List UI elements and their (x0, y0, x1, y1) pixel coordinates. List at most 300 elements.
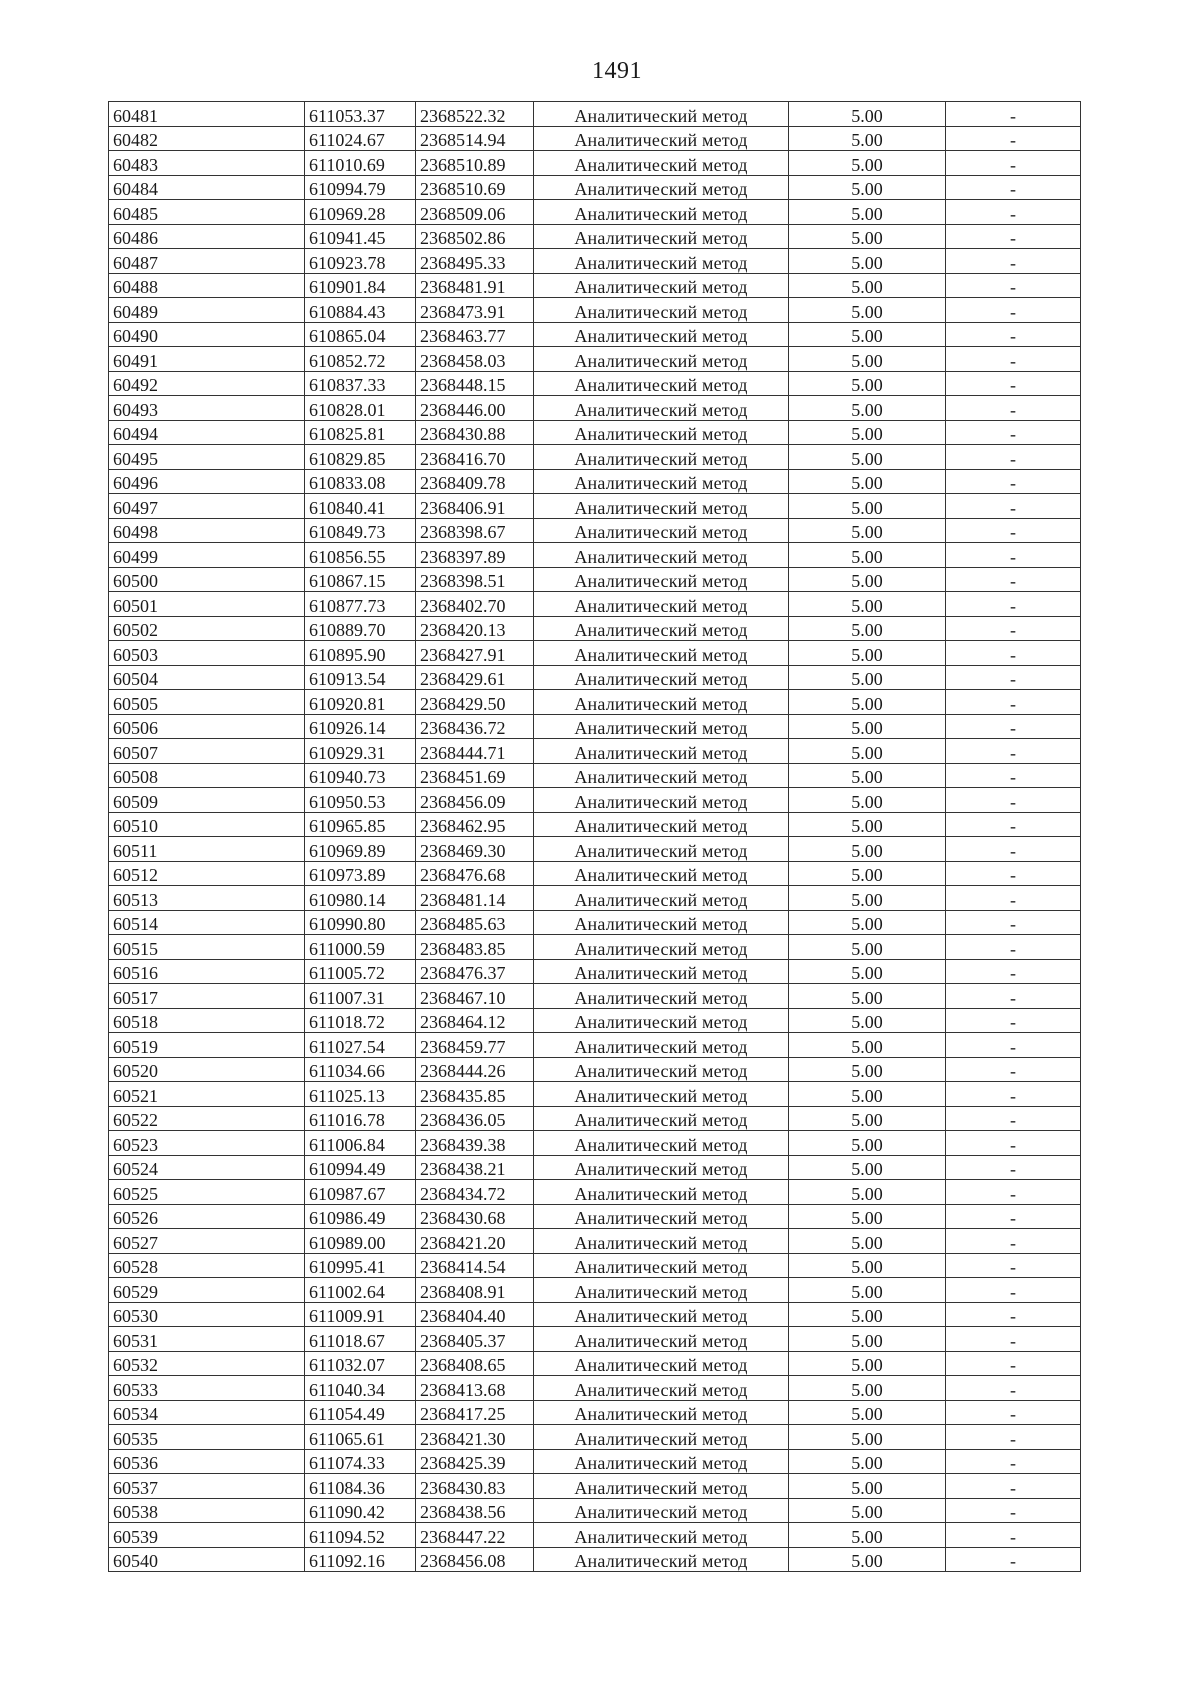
method-cell: Аналитический метод (534, 396, 789, 421)
method-cell: Аналитический метод (534, 1449, 789, 1474)
point-id-cell: 60482 (109, 126, 305, 151)
x-coordinate-cell: 611065.61 (305, 1425, 416, 1450)
x-coordinate-cell: 611000.59 (305, 935, 416, 960)
y-coordinate-cell: 2368522.32 (416, 102, 534, 127)
point-id-cell: 60530 (109, 1302, 305, 1327)
note-cell: - (946, 959, 1081, 984)
note-cell: - (946, 518, 1081, 543)
table-row (109, 665, 1081, 690)
y-coordinate-cell: 2368463.77 (416, 322, 534, 347)
point-id-cell: 60499 (109, 543, 305, 568)
x-coordinate-cell: 610969.89 (305, 837, 416, 862)
point-id-cell: 60488 (109, 273, 305, 298)
y-coordinate-cell: 2368464.12 (416, 1008, 534, 1033)
table-row (109, 224, 1081, 249)
y-coordinate-cell: 2368467.10 (416, 984, 534, 1009)
y-coordinate-cell: 2368469.30 (416, 837, 534, 862)
point-id-cell: 60517 (109, 984, 305, 1009)
method-cell: Аналитический метод (534, 469, 789, 494)
method-cell: Аналитический метод (534, 347, 789, 372)
table-row (109, 1400, 1081, 1425)
x-coordinate-cell: 611094.52 (305, 1523, 416, 1548)
point-id-cell: 60502 (109, 616, 305, 641)
x-coordinate-cell: 611010.69 (305, 151, 416, 176)
point-id-cell: 60523 (109, 1131, 305, 1156)
y-coordinate-cell: 2368510.89 (416, 151, 534, 176)
note-cell: - (946, 175, 1081, 200)
method-cell: Аналитический метод (534, 616, 789, 641)
point-id-cell: 60535 (109, 1425, 305, 1450)
accuracy-cell: 5.00 (789, 1523, 946, 1548)
y-coordinate-cell: 2368502.86 (416, 224, 534, 249)
point-id-cell: 60514 (109, 910, 305, 935)
method-cell: Аналитический метод (534, 249, 789, 274)
accuracy-cell: 5.00 (789, 1400, 946, 1425)
method-cell: Аналитический метод (534, 861, 789, 886)
page-number: 1491 (592, 58, 642, 84)
x-coordinate-cell: 610895.90 (305, 641, 416, 666)
accuracy-cell: 5.00 (789, 249, 946, 274)
y-coordinate-cell: 2368447.22 (416, 1523, 534, 1548)
point-id-cell: 60507 (109, 739, 305, 764)
note-cell: - (946, 1033, 1081, 1058)
accuracy-cell: 5.00 (789, 102, 946, 127)
method-cell: Аналитический метод (534, 273, 789, 298)
x-coordinate-cell: 610828.01 (305, 396, 416, 421)
x-coordinate-cell: 610913.54 (305, 665, 416, 690)
table-row (109, 298, 1081, 323)
table-row (109, 739, 1081, 764)
accuracy-cell: 5.00 (789, 837, 946, 862)
note-cell: - (946, 1302, 1081, 1327)
table-row (109, 249, 1081, 274)
point-id-cell: 60522 (109, 1106, 305, 1131)
y-coordinate-cell: 2368476.37 (416, 959, 534, 984)
x-coordinate-cell: 610884.43 (305, 298, 416, 323)
note-cell: - (946, 126, 1081, 151)
y-coordinate-cell: 2368402.70 (416, 592, 534, 617)
x-coordinate-cell: 611090.42 (305, 1498, 416, 1523)
y-coordinate-cell: 2368398.67 (416, 518, 534, 543)
accuracy-cell: 5.00 (789, 1376, 946, 1401)
point-id-cell: 60492 (109, 371, 305, 396)
accuracy-cell: 5.00 (789, 935, 946, 960)
table-row (109, 1057, 1081, 1082)
note-cell: - (946, 469, 1081, 494)
note-cell: - (946, 1498, 1081, 1523)
y-coordinate-cell: 2368485.63 (416, 910, 534, 935)
y-coordinate-cell: 2368495.33 (416, 249, 534, 274)
y-coordinate-cell: 2368417.25 (416, 1400, 534, 1425)
note-cell: - (946, 1400, 1081, 1425)
note-cell: - (946, 935, 1081, 960)
accuracy-cell: 5.00 (789, 763, 946, 788)
accuracy-cell: 5.00 (789, 1351, 946, 1376)
y-coordinate-cell: 2368408.91 (416, 1278, 534, 1303)
note-cell: - (946, 616, 1081, 641)
method-cell: Аналитический метод (534, 1180, 789, 1205)
table-row (109, 861, 1081, 886)
method-cell: Аналитический метод (534, 1547, 789, 1572)
accuracy-cell: 5.00 (789, 1155, 946, 1180)
note-cell: - (946, 763, 1081, 788)
note-cell: - (946, 322, 1081, 347)
table-row (109, 763, 1081, 788)
method-cell: Аналитический метод (534, 445, 789, 470)
y-coordinate-cell: 2368448.15 (416, 371, 534, 396)
accuracy-cell: 5.00 (789, 469, 946, 494)
note-cell: - (946, 910, 1081, 935)
point-id-cell: 60519 (109, 1033, 305, 1058)
table-row (109, 690, 1081, 715)
y-coordinate-cell: 2368420.13 (416, 616, 534, 641)
x-coordinate-cell: 610994.79 (305, 175, 416, 200)
table-row (109, 445, 1081, 470)
x-coordinate-cell: 610840.41 (305, 494, 416, 519)
x-coordinate-cell: 611053.37 (305, 102, 416, 127)
table-row (109, 543, 1081, 568)
method-cell: Аналитический метод (534, 714, 789, 739)
note-cell: - (946, 543, 1081, 568)
y-coordinate-cell: 2368404.40 (416, 1302, 534, 1327)
note-cell: - (946, 739, 1081, 764)
note-cell: - (946, 1180, 1081, 1205)
note-cell: - (946, 494, 1081, 519)
accuracy-cell: 5.00 (789, 1008, 946, 1033)
y-coordinate-cell: 2368481.91 (416, 273, 534, 298)
note-cell: - (946, 1327, 1081, 1352)
point-id-cell: 60485 (109, 200, 305, 225)
x-coordinate-cell: 611006.84 (305, 1131, 416, 1156)
table-body (109, 102, 1081, 1572)
note-cell: - (946, 249, 1081, 274)
method-cell: Аналитический метод (534, 1131, 789, 1156)
point-id-cell: 60486 (109, 224, 305, 249)
table-row (109, 1327, 1081, 1352)
x-coordinate-cell: 610941.45 (305, 224, 416, 249)
x-coordinate-cell: 611027.54 (305, 1033, 416, 1058)
y-coordinate-cell: 2368406.91 (416, 494, 534, 519)
note-cell: - (946, 812, 1081, 837)
x-coordinate-cell: 610973.89 (305, 861, 416, 886)
accuracy-cell: 5.00 (789, 1278, 946, 1303)
table-row (109, 1229, 1081, 1254)
table-row (109, 1082, 1081, 1107)
table-row (109, 347, 1081, 372)
y-coordinate-cell: 2368421.20 (416, 1229, 534, 1254)
table-row (109, 1253, 1081, 1278)
accuracy-cell: 5.00 (789, 200, 946, 225)
method-cell: Аналитический метод (534, 543, 789, 568)
method-cell: Аналитический метод (534, 837, 789, 862)
table-row (109, 1376, 1081, 1401)
method-cell: Аналитический метод (534, 1302, 789, 1327)
accuracy-cell: 5.00 (789, 273, 946, 298)
point-id-cell: 60529 (109, 1278, 305, 1303)
x-coordinate-cell: 610987.67 (305, 1180, 416, 1205)
accuracy-cell: 5.00 (789, 543, 946, 568)
note-cell: - (946, 1082, 1081, 1107)
y-coordinate-cell: 2368439.38 (416, 1131, 534, 1156)
note-cell: - (946, 1523, 1081, 1548)
x-coordinate-cell: 611032.07 (305, 1351, 416, 1376)
table-row (109, 518, 1081, 543)
y-coordinate-cell: 2368430.68 (416, 1204, 534, 1229)
point-id-cell: 60513 (109, 886, 305, 911)
x-coordinate-cell: 610990.80 (305, 910, 416, 935)
x-coordinate-cell: 610837.33 (305, 371, 416, 396)
y-coordinate-cell: 2368425.39 (416, 1449, 534, 1474)
point-id-cell: 60494 (109, 420, 305, 445)
note-cell: - (946, 861, 1081, 886)
x-coordinate-cell: 611040.34 (305, 1376, 416, 1401)
x-coordinate-cell: 610856.55 (305, 543, 416, 568)
table-row (109, 1425, 1081, 1450)
table-row (109, 151, 1081, 176)
method-cell: Аналитический метод (534, 910, 789, 935)
accuracy-cell: 5.00 (789, 298, 946, 323)
accuracy-cell: 5.00 (789, 1180, 946, 1205)
accuracy-cell: 5.00 (789, 1474, 946, 1499)
x-coordinate-cell: 611005.72 (305, 959, 416, 984)
method-cell: Аналитический метод (534, 1008, 789, 1033)
x-coordinate-cell: 610989.00 (305, 1229, 416, 1254)
point-id-cell: 60505 (109, 690, 305, 715)
point-id-cell: 60504 (109, 665, 305, 690)
point-id-cell: 60516 (109, 959, 305, 984)
y-coordinate-cell: 2368514.94 (416, 126, 534, 151)
method-cell: Аналитический метод (534, 175, 789, 200)
accuracy-cell: 5.00 (789, 371, 946, 396)
x-coordinate-cell: 611054.49 (305, 1400, 416, 1425)
note-cell: - (946, 347, 1081, 372)
note-cell: - (946, 1131, 1081, 1156)
note-cell: - (946, 273, 1081, 298)
y-coordinate-cell: 2368510.69 (416, 175, 534, 200)
point-id-cell: 60534 (109, 1400, 305, 1425)
y-coordinate-cell: 2368451.69 (416, 763, 534, 788)
point-id-cell: 60532 (109, 1351, 305, 1376)
accuracy-cell: 5.00 (789, 886, 946, 911)
y-coordinate-cell: 2368413.68 (416, 1376, 534, 1401)
point-id-cell: 60528 (109, 1253, 305, 1278)
point-id-cell: 60493 (109, 396, 305, 421)
table-row (109, 1523, 1081, 1548)
y-coordinate-cell: 2368446.00 (416, 396, 534, 421)
table-row (109, 935, 1081, 960)
point-id-cell: 60487 (109, 249, 305, 274)
y-coordinate-cell: 2368458.03 (416, 347, 534, 372)
y-coordinate-cell: 2368476.68 (416, 861, 534, 886)
table-row (109, 175, 1081, 200)
method-cell: Аналитический метод (534, 1278, 789, 1303)
x-coordinate-cell: 611007.31 (305, 984, 416, 1009)
note-cell: - (946, 151, 1081, 176)
x-coordinate-cell: 610920.81 (305, 690, 416, 715)
note-cell: - (946, 665, 1081, 690)
x-coordinate-cell: 611018.67 (305, 1327, 416, 1352)
accuracy-cell: 5.00 (789, 126, 946, 151)
table-row (109, 273, 1081, 298)
accuracy-cell: 5.00 (789, 1327, 946, 1352)
table-row (109, 1033, 1081, 1058)
note-cell: - (946, 1376, 1081, 1401)
point-id-cell: 60497 (109, 494, 305, 519)
point-id-cell: 60526 (109, 1204, 305, 1229)
accuracy-cell: 5.00 (789, 420, 946, 445)
note-cell: - (946, 1449, 1081, 1474)
accuracy-cell: 5.00 (789, 959, 946, 984)
accuracy-cell: 5.00 (789, 812, 946, 837)
method-cell: Аналитический метод (534, 420, 789, 445)
y-coordinate-cell: 2368456.08 (416, 1547, 534, 1572)
accuracy-cell: 5.00 (789, 690, 946, 715)
x-coordinate-cell: 610986.49 (305, 1204, 416, 1229)
table-row (109, 1547, 1081, 1572)
point-id-cell: 60536 (109, 1449, 305, 1474)
note-cell: - (946, 1547, 1081, 1572)
x-coordinate-cell: 610849.73 (305, 518, 416, 543)
table-row (109, 1131, 1081, 1156)
y-coordinate-cell: 2368430.83 (416, 1474, 534, 1499)
method-cell: Аналитический метод (534, 886, 789, 911)
table-row (109, 1008, 1081, 1033)
x-coordinate-cell: 610829.85 (305, 445, 416, 470)
coordinates-table (108, 101, 1081, 1572)
accuracy-cell: 5.00 (789, 1425, 946, 1450)
table-row (109, 1155, 1081, 1180)
table-row (109, 616, 1081, 641)
accuracy-cell: 5.00 (789, 175, 946, 200)
accuracy-cell: 5.00 (789, 592, 946, 617)
accuracy-cell: 5.00 (789, 1253, 946, 1278)
y-coordinate-cell: 2368438.56 (416, 1498, 534, 1523)
y-coordinate-cell: 2368473.91 (416, 298, 534, 323)
method-cell: Аналитический метод (534, 592, 789, 617)
x-coordinate-cell: 610950.53 (305, 788, 416, 813)
table-row (109, 1278, 1081, 1303)
x-coordinate-cell: 611009.91 (305, 1302, 416, 1327)
table-row (109, 788, 1081, 813)
accuracy-cell: 5.00 (789, 1498, 946, 1523)
note-cell: - (946, 788, 1081, 813)
accuracy-cell: 5.00 (789, 1082, 946, 1107)
accuracy-cell: 5.00 (789, 739, 946, 764)
x-coordinate-cell: 610923.78 (305, 249, 416, 274)
point-id-cell: 60484 (109, 175, 305, 200)
x-coordinate-cell: 610969.28 (305, 200, 416, 225)
y-coordinate-cell: 2368509.06 (416, 200, 534, 225)
table-row (109, 396, 1081, 421)
y-coordinate-cell: 2368438.21 (416, 1155, 534, 1180)
x-coordinate-cell: 610825.81 (305, 420, 416, 445)
accuracy-cell: 5.00 (789, 1229, 946, 1254)
method-cell: Аналитический метод (534, 200, 789, 225)
table-row (109, 1302, 1081, 1327)
point-id-cell: 60483 (109, 151, 305, 176)
method-cell: Аналитический метод (534, 1425, 789, 1450)
table-row (109, 322, 1081, 347)
accuracy-cell: 5.00 (789, 567, 946, 592)
table-row (109, 641, 1081, 666)
method-cell: Аналитический метод (534, 959, 789, 984)
method-cell: Аналитический метод (534, 1204, 789, 1229)
y-coordinate-cell: 2368456.09 (416, 788, 534, 813)
point-id-cell: 60521 (109, 1082, 305, 1107)
y-coordinate-cell: 2368444.26 (416, 1057, 534, 1082)
point-id-cell: 60506 (109, 714, 305, 739)
point-id-cell: 60518 (109, 1008, 305, 1033)
point-id-cell: 60531 (109, 1327, 305, 1352)
note-cell: - (946, 298, 1081, 323)
y-coordinate-cell: 2368397.89 (416, 543, 534, 568)
point-id-cell: 60496 (109, 469, 305, 494)
table-row (109, 200, 1081, 225)
method-cell: Аналитический метод (534, 1498, 789, 1523)
note-cell: - (946, 1204, 1081, 1229)
table-row (109, 420, 1081, 445)
method-cell: Аналитический метод (534, 812, 789, 837)
point-id-cell: 60533 (109, 1376, 305, 1401)
x-coordinate-cell: 610995.41 (305, 1253, 416, 1278)
table-row (109, 567, 1081, 592)
note-cell: - (946, 1057, 1081, 1082)
note-cell: - (946, 1008, 1081, 1033)
y-coordinate-cell: 2368427.91 (416, 641, 534, 666)
note-cell: - (946, 690, 1081, 715)
accuracy-cell: 5.00 (789, 1106, 946, 1131)
note-cell: - (946, 714, 1081, 739)
note-cell: - (946, 886, 1081, 911)
note-cell: - (946, 1351, 1081, 1376)
method-cell: Аналитический метод (534, 224, 789, 249)
x-coordinate-cell: 611034.66 (305, 1057, 416, 1082)
table-row (109, 1351, 1081, 1376)
point-id-cell: 60508 (109, 763, 305, 788)
y-coordinate-cell: 2368436.72 (416, 714, 534, 739)
accuracy-cell: 5.00 (789, 1131, 946, 1156)
y-coordinate-cell: 2368481.14 (416, 886, 534, 911)
accuracy-cell: 5.00 (789, 910, 946, 935)
method-cell: Аналитический метод (534, 984, 789, 1009)
point-id-cell: 60527 (109, 1229, 305, 1254)
accuracy-cell: 5.00 (789, 494, 946, 519)
method-cell: Аналитический метод (534, 1400, 789, 1425)
note-cell: - (946, 1278, 1081, 1303)
note-cell: - (946, 837, 1081, 862)
table-row (109, 1106, 1081, 1131)
y-coordinate-cell: 2368429.61 (416, 665, 534, 690)
point-id-cell: 60510 (109, 812, 305, 837)
table-row (109, 469, 1081, 494)
y-coordinate-cell: 2368435.85 (416, 1082, 534, 1107)
method-cell: Аналитический метод (534, 1351, 789, 1376)
accuracy-cell: 5.00 (789, 518, 946, 543)
y-coordinate-cell: 2368414.54 (416, 1253, 534, 1278)
table-row (109, 886, 1081, 911)
x-coordinate-cell: 611092.16 (305, 1547, 416, 1572)
method-cell: Аналитический метод (534, 1057, 789, 1082)
table-row (109, 126, 1081, 151)
accuracy-cell: 5.00 (789, 151, 946, 176)
note-cell: - (946, 1229, 1081, 1254)
method-cell: Аналитический метод (534, 298, 789, 323)
point-id-cell: 60515 (109, 935, 305, 960)
accuracy-cell: 5.00 (789, 616, 946, 641)
y-coordinate-cell: 2368462.95 (416, 812, 534, 837)
table-row (109, 592, 1081, 617)
note-cell: - (946, 1425, 1081, 1450)
